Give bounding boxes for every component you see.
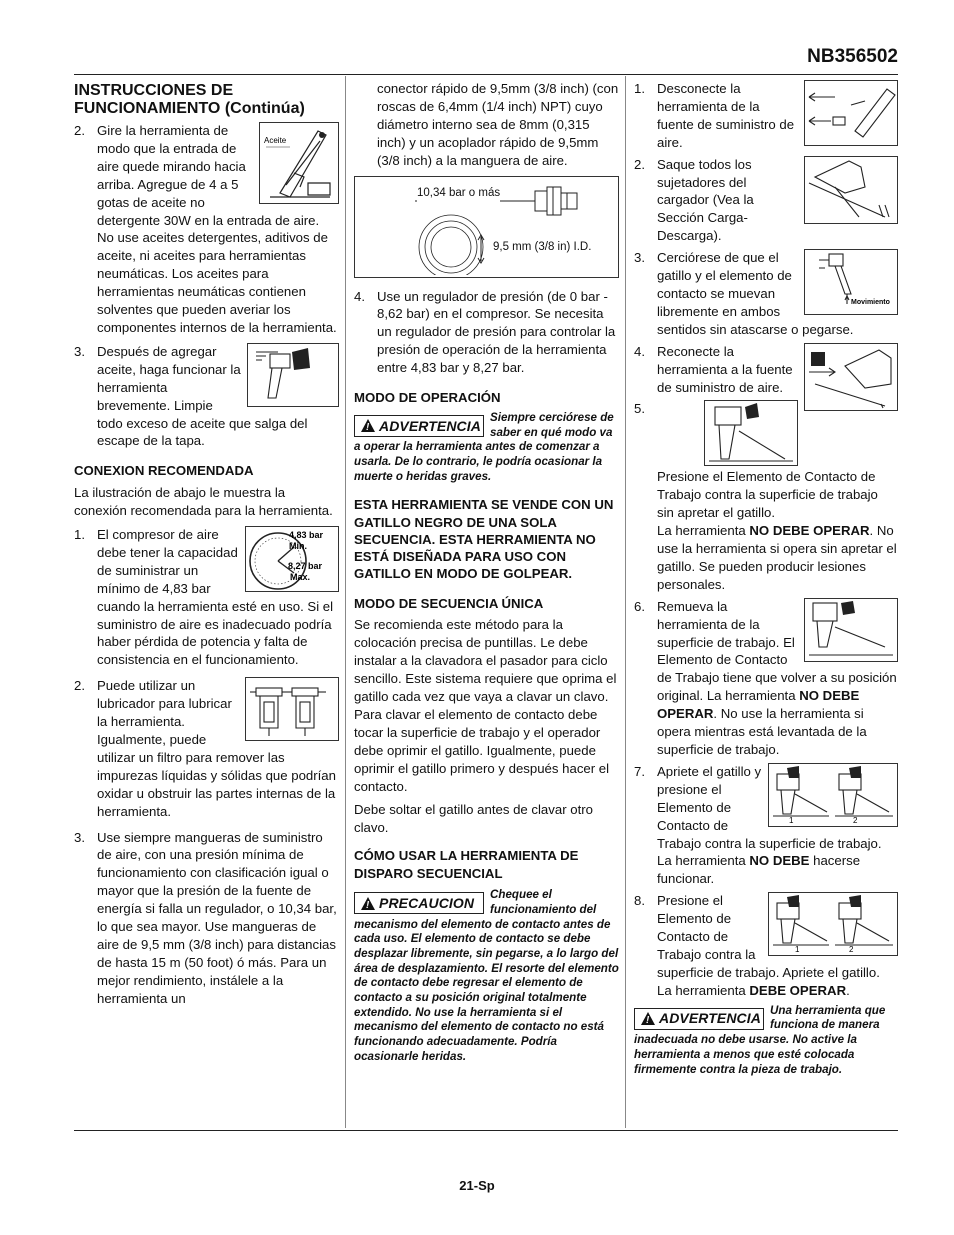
trigger-first-illustration bbox=[768, 763, 898, 827]
list-item bbox=[634, 598, 898, 759]
item-text: Saque todos los sujetadores del cargador (Vea la Sección Carga-Descarga). bbox=[657, 156, 754, 244]
warning-badge bbox=[354, 415, 484, 437]
list-item bbox=[634, 343, 898, 397]
item-number: 6. bbox=[634, 598, 645, 614]
filter-lubricator-illustration bbox=[245, 677, 339, 741]
warning-label: ADVERTENCIA bbox=[379, 417, 481, 434]
list-item bbox=[634, 80, 898, 152]
warning-text: Siempre cerciórese de saber en qué modo va a operar la herramienta antes de comenzar a usarla. De lo contrario, le podría ocasionar la muerte o heridas graves. bbox=[354, 410, 614, 483]
warning-badge bbox=[634, 1008, 764, 1030]
press-contact-illustration bbox=[704, 400, 798, 466]
item-number: 2. bbox=[74, 678, 85, 694]
list-item bbox=[634, 156, 898, 246]
section-title: INSTRUCCIONES DE FUNCIONAMIENTO (Continúa) bbox=[74, 82, 305, 117]
caps-notice: ESTA HERRAMIENTA SE VENDE CON UN GATILLO NEGRO DE UNA SOLA SECUENCIA. ESTA HERRAMIENTA NO ESTÁ DISEÑADA PARA USO CON GATILLO EN MODO DE GOLPEAR. bbox=[354, 497, 614, 582]
warning-triangle-icon bbox=[361, 897, 375, 910]
warning-label: ADVERTENCIA bbox=[659, 1010, 761, 1027]
remove-tool-illustration bbox=[804, 598, 898, 662]
item-text: La herramienta bbox=[657, 523, 746, 539]
column-3 bbox=[634, 80, 898, 1077]
list-item bbox=[634, 763, 898, 888]
step-2-label: 2 bbox=[849, 945, 854, 955]
warning-block bbox=[634, 1004, 898, 1078]
modo-heading: MODO DE OPERACIÓN bbox=[354, 390, 501, 406]
hose-illustration bbox=[354, 176, 619, 278]
item-number: 8. bbox=[634, 893, 645, 909]
disconnect-illustration bbox=[804, 80, 898, 146]
item-text: . bbox=[846, 982, 850, 998]
unica-heading: MODO DE SECUENCIA ÚNICA bbox=[354, 595, 544, 611]
gauge-max-suffix: Max. bbox=[290, 572, 311, 583]
item-number: 2. bbox=[634, 156, 645, 172]
item-text: Use siempre mangueras de suministro de aire, con una presión mínima de funcionamiento con clasificación igual o mayor que la presión de la fuente de energía si falla un regulador, o 10,34 bar, lo que sea mayor. Use mangueras de aire de 9,5 mm (3/8 inch) para distancias de hasta 15 m (50 foot) ó más. Para un mejor rendimiento, instálele a la herramienta un bbox=[97, 829, 337, 1006]
item-text: . No use la herramienta si opera mientras está levantada de la superficie de trabajo. bbox=[657, 706, 867, 757]
item-text: Reconecte la herramienta a la fuente de suministro de aire. bbox=[657, 343, 793, 395]
caution-label: PRECAUCION bbox=[379, 894, 475, 911]
list-item bbox=[634, 249, 898, 339]
item-number: 3. bbox=[634, 250, 645, 266]
top-rule bbox=[74, 74, 898, 75]
como-heading: CÓMO USAR LA HERRAMIENTA DE DISPARO SECUENCIAL bbox=[354, 848, 579, 881]
item-text: hacerse funcionar. bbox=[657, 853, 861, 887]
gauge-min-suffix: Min. bbox=[289, 541, 307, 552]
caution-badge bbox=[354, 892, 484, 914]
unica-paragraph-2: Debe soltar el gatillo antes de clavar otro clavo. bbox=[354, 802, 593, 836]
hose-pressure-label: 10,34 bar o más bbox=[417, 185, 500, 203]
list-item bbox=[74, 343, 339, 450]
warning-triangle-icon bbox=[641, 1012, 655, 1025]
item-text: Después de agregar aceite, haga funcionar la herramienta brevemente. Limpie todo exceso de aceite que salga del escape de la tapa. bbox=[97, 343, 308, 449]
item-bold: NO DEBE bbox=[749, 853, 810, 869]
item-text: Apriete el gatillo y presione el Elemento de Contacto de Trabajo contra la superficie de trabajo. La herramienta bbox=[657, 763, 882, 869]
model-number: NB356502 bbox=[807, 46, 898, 67]
warning-text: Una herramienta que funciona de manera inadecuada no debe usarse. No active la herramienta a menos que esté colocada firmemente contra la pieza de trabajo. bbox=[634, 1003, 886, 1076]
gauge-max-label: 8,27 bar bbox=[288, 561, 323, 572]
list-item bbox=[634, 400, 898, 593]
pressure-gauge-illustration bbox=[245, 526, 339, 592]
column-divider bbox=[625, 76, 626, 1128]
list-item bbox=[634, 892, 898, 999]
step-1-label: 1 bbox=[789, 815, 794, 825]
item-text: . No use la herramienta si opera sin apretar el gatillo. Se pueden producir lesiones personales. bbox=[657, 523, 897, 592]
list-item bbox=[74, 829, 339, 1008]
item-text: Desconecte la herramienta de la fuente de suministro de aire. bbox=[657, 81, 795, 150]
oil-nailer-illustration bbox=[259, 122, 339, 204]
step-2-label: 2 bbox=[853, 815, 858, 825]
caution-text: Chequee el funcionamiento del mecanismo del elemento de contacto antes de cada uso. El elemento de contacto se debe desplazar libremente, sin pegarse, a lo largo del área de desplazamiento. El resorte del elemento de contacto debe regresar el elemento de contacto a su posición original totalmente extendido. No use la herramienta si el mecanismo del elemento de contacto no está funcionando adecuadamente. Podría ocasionarle heridas. bbox=[354, 888, 619, 1063]
warning-block bbox=[354, 411, 619, 485]
contact-first-illustration bbox=[768, 892, 898, 956]
bottom-rule bbox=[74, 1130, 898, 1131]
item-text: Presione el Elemento de Contacto de Trabajo contra la superficie de trabajo sin apretar el gatillo. bbox=[657, 469, 878, 521]
item-text: Remueva la herramienta de la superficie de trabajo. El Elemento de Contacto de Trabajo tiene que volver a su posición original. La herramienta bbox=[657, 598, 897, 704]
conexion-intro: La ilustración de abajo le muestra la conexión recomendada para la herramienta. bbox=[74, 485, 333, 519]
item-text: Gire la herramienta de modo que la entrada de aire quede mirando hacia arriba. Agregue de 4 a 5 gotas de aceite no detergente 30W en la entrada de aire. No use aceites detergentes, aditivos de aceite, ni aceites para herramientas neumáticas. Los aceites para herramientas neumáticas contienen solventes que pueden averiar los componentes internos de la herramienta. bbox=[97, 123, 337, 335]
list-item bbox=[74, 677, 339, 820]
item-number: 4. bbox=[354, 288, 365, 304]
step-1-label: 1 bbox=[795, 945, 800, 955]
item-number: 7. bbox=[634, 763, 645, 779]
movement-label: Movimiento bbox=[851, 299, 890, 307]
hose-diameter-label: 9,5 mm (3/8 in) I.D. bbox=[493, 240, 592, 253]
column-2 bbox=[354, 80, 619, 1065]
item-bold: NO DEBE OPERAR bbox=[749, 523, 870, 539]
item-number: 5. bbox=[634, 401, 645, 417]
item-number: 4. bbox=[634, 343, 645, 359]
list-item bbox=[74, 122, 339, 337]
column-1 bbox=[74, 80, 339, 1012]
caution-block bbox=[354, 888, 619, 1064]
item-bold: NO DEBE OPERAR bbox=[657, 688, 860, 722]
item-text: Cerciórese de que el gatillo y el elemento de contacto se muevan libremente en ambos sentidos sin atascarse o pegarse. bbox=[657, 250, 854, 337]
nailer-run-illustration bbox=[247, 343, 339, 407]
continued-text: conector rápido de 9,5mm (3/8 inch) (con roscas de 6,4mm (1/4 inch) NPT) cuyo diámetro interno sea de 8mm (0,315 inch) y un acoplador rápido de 9,5mm (3/8 inch) a la manguera de aire. bbox=[377, 81, 619, 168]
item-number: 3. bbox=[74, 343, 85, 359]
list-item bbox=[74, 526, 339, 669]
item-text: Presione el Elemento de Contacto de Trabajo contra la superficie de trabajo. Apriete el gatillo. La herramienta bbox=[657, 893, 880, 998]
list-item bbox=[354, 288, 619, 378]
oil-label: Aceite bbox=[264, 136, 287, 145]
contact-movement-illustration bbox=[804, 249, 898, 315]
column-divider bbox=[345, 76, 346, 1128]
gauge-min-label: 4,83 bar bbox=[289, 530, 324, 541]
item-number: 3. bbox=[74, 829, 85, 845]
conexion-heading: CONEXION RECOMENDADA bbox=[74, 463, 254, 479]
item-text: Use un regulador de presión (de 0 bar - 8,62 bar) en el compresor. Se necesita un regulador de presión para controlar la presión de operación de la herramienta entre 4,83 bar y 8,27 bar. bbox=[377, 288, 616, 376]
page-number: 21-Sp bbox=[459, 1178, 495, 1193]
item-text: El compresor de aire debe tener la capacidad de suministrar un mínimo de 4,83 bar cuando la herramienta esté en uso. Si el suministro de aire es inadecuado podría haber pérdida de potencia y falta de consistencia en el funcionamiento. bbox=[97, 527, 334, 668]
item-bold: DEBE OPERAR bbox=[749, 982, 847, 998]
unica-paragraph: Se recomienda este método para la colocación precisa de puntillas. Le debe instalar a la clavadora el pasador para ciclo sencillo. Este sistema requiere que oprima el gatillo cada vez que vaya a clavar un clavo. Para clavar el elemento de contacto debe tocar la superficie de trabajo y el operador debe oprimir el gatillo. Igualmente, puede oprimir el gatillo primero y después hacer el contacto. bbox=[354, 617, 617, 794]
item-text: Puede utilizar un lubricador para lubricar la herramienta. Igualmente, puede utilizar un filtro para remover las impurezas líquidas y sólidas que podrían oxidar u obstruir las partes internas de la herramienta. bbox=[97, 678, 336, 819]
item-number: 1. bbox=[634, 81, 645, 96]
unload-illustration bbox=[804, 156, 898, 224]
item-number: 1. bbox=[74, 527, 85, 543]
warning-triangle-icon bbox=[361, 419, 375, 432]
item-number: 2. bbox=[74, 123, 85, 138]
